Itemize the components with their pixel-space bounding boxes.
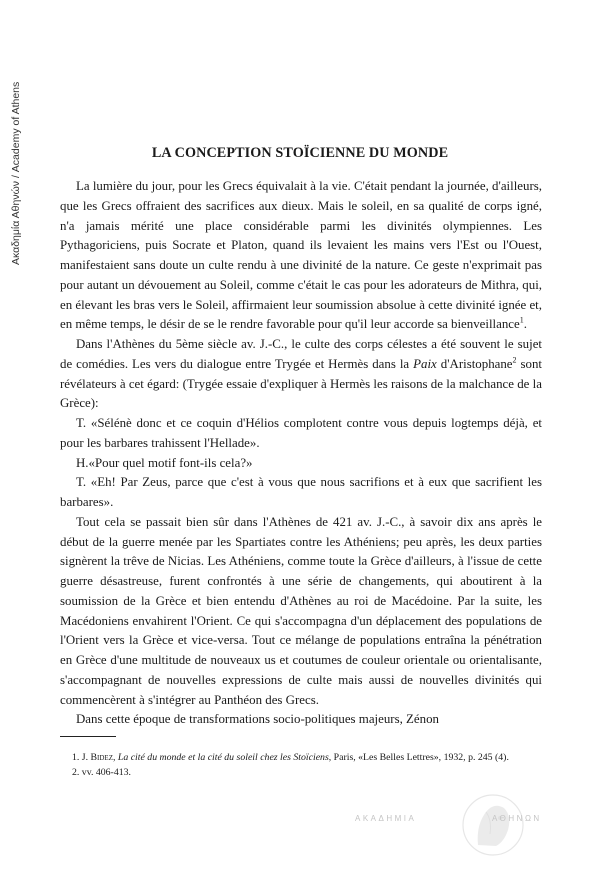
dialogue-line: H.«Pour quel motif font-ils cela?»: [76, 455, 253, 470]
paragraph-text: Dans l'Athènes du 5ème siècle av. J.-C., le culte des corps célestes a été souvent le sujet de comédies. Les vers du dialogue entre Trygée et Hermès dans la: [60, 337, 542, 371]
footnote: 2. vv. 406-413.: [72, 767, 131, 778]
footnote-divider: [60, 736, 116, 737]
watermark-text-left: ΑΚΑΔΗΜΙΑ: [355, 814, 417, 823]
watermark-text-right: ΑΘΗΝΩΝ: [492, 814, 542, 823]
academy-seal-icon: [438, 790, 548, 860]
dialogue-line: T. «Sélénè donc et ce coquin d'Hélios complotent contre vous depuis logtemps déjà, et pour les barbares trahissent l'Hellade».: [60, 416, 542, 450]
body-text: [60, 177, 542, 730]
paragraph: [60, 177, 542, 335]
paragraph-text: La lumière du jour, pour les Grecs équivalait à la vie. C'était pendant la journée, d'ailleurs, que les Grecs offraient des sacrifices aux dieux. Mais le soleil, en sa qualité de corps igné, n'a jamais mérité une place considérable parmi les divinités olympiennes. Les Pythagoriciens, puis Socrate et Platon, quand ils levaient les mains vers l'Est ou l'Ouest, manifestaient sans doute un culte rendu à une divinité de la nature. Ce geste n'exprimait pas pour autant un dévouement au Soleil, comme c'était le cas pour les adorateurs de Mithra, qui, en élevant les bras vers le Soleil, affirmaient leur soumission absolue à cette divinité ignée et, en même temps, le désir de se le rendre favorable pour qu'il leur accorde sa bienveillance: [60, 179, 542, 332]
dialogue-line: T. «Eh! Par Zeus, parce que c'est à vous que nous sacrifions et à eux que sacrifient les barbares».: [60, 475, 542, 509]
footnote-author: Bidez: [90, 752, 113, 763]
paragraph-text: sont révélateurs à cet égard: (Trygée essaie d'expliquer à Hermès les raisons de la malchance de la Grèce):: [60, 356, 543, 411]
paragraph-text: d'Aristophane: [436, 356, 513, 371]
paragraph-text: .: [523, 317, 527, 332]
footnotes: [60, 750, 540, 780]
paragraph: Tout cela se passait bien sûr dans l'Athènes de 421 av. J.-C., à savoir dix ans après le début de la guerre menée par les Spartiates contre les Athéniens; peu après, les deux parties signèrent la trêve de Nicias. Les Athéniens, comme toute la Grèce d'ailleurs, à l'issue de cette guerre désastreuse, furent confrontés à une série de changements, qui aboutirent à la soumission de la Grèce et bien entendu d'Athènes au roi de Macédoine. Par la suite, les Macédoniens envahirent l'Orient. Ce qui s'accompagna d'un déplacement des populations de l'Orient vers la Grèce et vice-versa. Tout ce mélange de populations entraîna la pénétration en Grèce d'une multitude de nouveaux us et coutumes de couleur orientale ou orientalisante, s'accompagnant de nouvelles expressions de culte mais aussi de nouvelles divinités qui commencèrent à s'intégrer au Panthéon des Grecs.: [60, 514, 542, 707]
footnote: [60, 750, 540, 765]
footnote-text: ,: [113, 752, 118, 763]
footnote-number: 1. J.: [72, 752, 91, 763]
footnote-ref: 1: [519, 315, 524, 325]
work-title: Paix: [413, 356, 437, 371]
footnote-ref: 2: [512, 355, 517, 365]
footnote-title: La cité du monde et la cité du soleil chez les Stoïciens: [117, 752, 329, 763]
paragraph: Dans cette époque de transformations socio-politiques majeurs, Zénon: [76, 712, 439, 727]
page-title: LA CONCEPTION STOÏCIENNE DU MONDE: [151, 145, 449, 161]
side-label: Ακαδημία Αθηνών / Academy of Athens: [10, 81, 22, 265]
footnote-text: , Paris, «Les Belles Lettres», 1932, p. 245 (4).: [328, 752, 509, 763]
paragraph: [60, 335, 542, 414]
